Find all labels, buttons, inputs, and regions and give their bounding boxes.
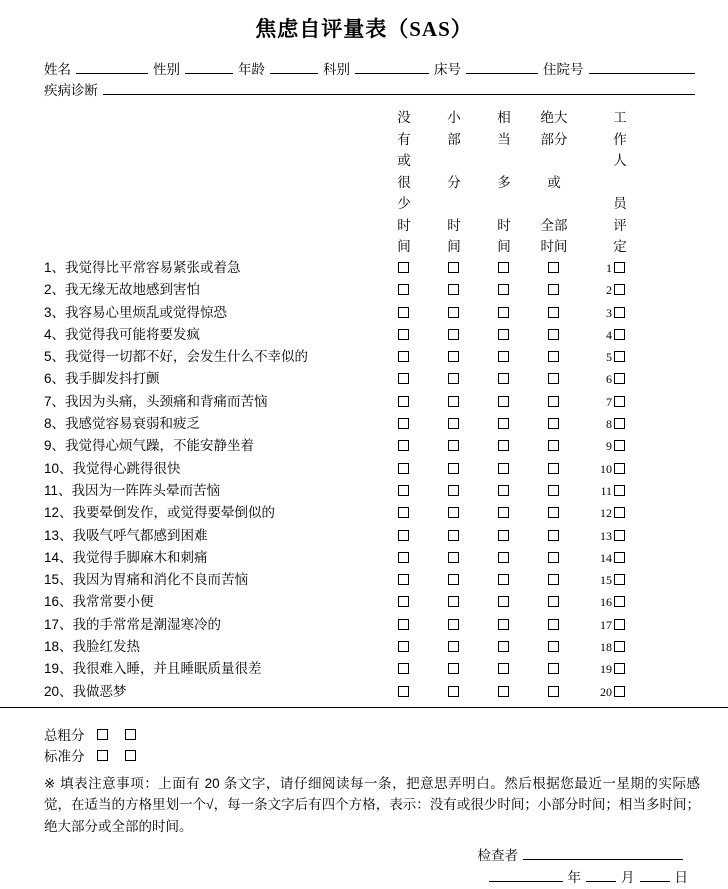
question-row [0,279,728,301]
column-header-char: 或 [547,174,561,190]
answer-checkbox-quite_a_lot[interactable] [498,574,509,585]
question-text: 6、我手脚发抖打颤 [44,371,160,387]
answer-checkbox-quite_a_lot[interactable] [498,663,509,674]
question-number: 8 [606,417,612,432]
identity-row-diagnosis [44,80,700,101]
dept-label: 科别 [323,62,350,77]
question-text: 13、我吸气呼气都感到困难 [44,527,208,543]
answer-checkbox-none_or_little[interactable] [398,418,409,429]
question-text: 12、我要晕倒发作，或觉得要晕倒似的 [44,505,276,521]
answer-checkbox-small_part[interactable] [448,262,459,273]
column-header-char: 分 [447,174,461,190]
answer-checkbox-quite_a_lot[interactable] [498,440,509,451]
question-row [0,324,728,346]
answer-checkbox-quite_a_lot[interactable] [498,351,509,362]
answer-checkbox-staff-rating[interactable] [614,463,625,474]
answer-checkbox-quite_a_lot[interactable] [498,373,509,384]
column-header-char: 多 [497,174,511,190]
month-field[interactable] [586,869,616,882]
question-text: 9、我觉得心烦气躁，不能安静坐着 [44,438,255,454]
identity-block [0,45,728,101]
column-header-char: 当 [497,131,511,147]
diagnosis-label: 疾病诊断 [44,83,98,98]
answer-checkbox-staff-rating[interactable] [614,619,625,630]
day-label: 日 [674,870,688,886]
answer-checkbox-small_part[interactable] [448,596,459,607]
answer-checkbox-quite_a_lot[interactable] [498,596,509,607]
answer-checkbox-quite_a_lot[interactable] [498,463,509,474]
question-number: 4 [606,327,612,342]
answer-checkbox-quite_a_lot[interactable] [498,262,509,273]
question-number: 9 [606,439,612,454]
dept-field[interactable] [355,61,429,74]
name-field[interactable] [76,61,148,74]
answer-checkbox-staff-rating[interactable] [614,485,625,496]
column-header-char: 有 [397,131,411,147]
answer-checkbox-small_part[interactable] [448,552,459,563]
answer-checkbox-small_part[interactable] [448,373,459,384]
answer-checkbox-most_or_all[interactable] [548,440,559,451]
question-row [0,391,728,413]
question-text: 5、我觉得一切都不好，会发生什么不幸似的 [44,349,309,365]
column-header-char: 时 [497,217,511,233]
answer-checkbox-most_or_all[interactable] [548,284,559,295]
column-header-char: 时间 [540,239,568,254]
column-header-char: 人 [613,153,627,168]
question-number: 2 [606,283,612,298]
question-row [0,458,728,480]
question-text: 14、我觉得手脚麻木和刺痛 [44,549,208,565]
answer-checkbox-none_or_little[interactable] [398,284,409,295]
answer-checkbox-staff-rating[interactable] [614,663,625,674]
column-header-row [0,107,728,257]
answer-checkbox-staff-rating[interactable] [614,440,625,451]
answer-checkbox-small_part[interactable] [448,686,459,697]
answer-checkbox-none_or_little[interactable] [398,396,409,407]
answer-checkbox-quite_a_lot[interactable] [498,396,509,407]
answer-checkbox-small_part[interactable] [448,463,459,474]
answer-checkbox-quite_a_lot[interactable] [498,284,509,295]
question-text: 19、我很难入睡，并且睡眠质量很差 [44,661,262,677]
answer-checkbox-quite_a_lot[interactable] [498,507,509,518]
column-header-char: 间 [447,239,461,254]
score-row [44,724,728,745]
question-number: 6 [606,372,612,387]
column-header-char: 评 [613,217,627,233]
month-label: 月 [621,870,635,886]
question-number: 3 [606,305,612,320]
column-header-char: 间 [397,239,411,254]
question-number: 13 [600,528,612,543]
answer-checkbox-most_or_all[interactable] [548,373,559,384]
day-field[interactable] [640,869,670,882]
column-header-char [534,193,574,215]
question-row [0,681,728,703]
answer-checkbox-small_part[interactable] [448,329,459,340]
question-number: 12 [600,506,612,521]
answer-checkbox-most_or_all[interactable] [548,262,559,273]
question-text: 10、我觉得心跳得很快 [44,460,181,476]
answer-checkbox-small_part[interactable] [448,574,459,585]
question-number: 19 [600,662,612,677]
column-header-char [484,150,524,172]
answer-checkbox-most_or_all[interactable] [548,552,559,563]
column-header-staff_rating [600,107,640,258]
question-number: 16 [600,595,612,610]
answer-checkbox-staff-rating[interactable] [614,574,625,585]
question-row [0,502,728,524]
answer-checkbox-none_or_little[interactable] [398,552,409,563]
age-field[interactable] [270,61,318,74]
column-header-char [434,150,474,172]
answer-checkbox-most_or_all[interactable] [548,686,559,697]
question-row [0,302,728,324]
answer-checkbox-most_or_all[interactable] [548,641,559,652]
column-header-char: 很 [397,174,411,190]
column-header-char: 时 [447,217,461,233]
question-text: 16、我常常要小便 [44,594,154,610]
question-text: 7、我因为头痛，头颈痛和背痛而苦恼 [44,393,268,409]
column-header-char: 定 [613,239,627,254]
question-text: 20、我做恶梦 [44,683,127,699]
question-number: 1 [606,261,612,275]
answer-checkbox-most_or_all[interactable] [548,485,559,496]
question-row [0,525,728,547]
answer-checkbox-most_or_all[interactable] [548,663,559,674]
column-header-char: 间 [497,239,511,254]
answer-checkbox-staff-rating[interactable] [614,686,625,697]
question-row [0,614,728,636]
question-number: 11 [600,483,612,498]
answer-checkbox-small_part[interactable] [448,351,459,362]
question-text: 1、我觉得比平常容易紧张或着急 [44,260,241,275]
question-text: 11、我因为一阵阵头晕而苦恼 [44,482,221,498]
column-header-char: 小 [447,110,461,125]
answer-checkbox-quite_a_lot[interactable] [498,619,509,630]
answer-checkbox-none_or_little[interactable] [398,329,409,340]
question-number: 7 [606,394,612,409]
question-number: 14 [600,550,612,565]
answer-checkbox-small_part[interactable] [448,396,459,407]
question-text: 18、我脸红发热 [44,639,141,655]
question-text: 4、我觉得我可能将要发疯 [44,326,201,342]
answer-checkbox-none_or_little[interactable] [398,262,409,273]
score-section [0,708,728,766]
column-header-char: 全部 [540,217,568,233]
score-digit-box[interactable] [97,729,108,740]
question-text: 3、我容易心里烦乱或觉得惊恐 [44,304,228,320]
column-header-char: 或 [397,153,411,168]
column-header-char: 工 [613,110,627,125]
question-row [0,435,728,457]
question-row [0,658,728,680]
answer-checkbox-quite_a_lot[interactable] [498,686,509,697]
answer-checkbox-most_or_all[interactable] [548,329,559,340]
column-header-char [600,172,640,194]
answer-checkbox-staff-rating[interactable] [614,373,625,384]
question-row [0,257,728,279]
question-text: 17、我的手常常是潮湿寒冷的 [44,616,222,632]
answer-checkbox-staff-rating[interactable] [614,596,625,607]
column-header-char: 少 [397,196,411,211]
question-row [0,547,728,569]
question-number: 17 [600,617,612,632]
answer-checkbox-none_or_little[interactable] [398,663,409,674]
answer-checkbox-none_or_little[interactable] [398,530,409,541]
answer-checkbox-most_or_all[interactable] [548,530,559,541]
answer-checkbox-staff-rating[interactable] [614,329,625,340]
answer-checkbox-staff-rating[interactable] [614,307,625,318]
answer-checkbox-most_or_all[interactable] [548,396,559,407]
answer-checkbox-small_part[interactable] [448,663,459,674]
column-header-char: 绝大 [540,110,568,125]
column-header-char [434,193,474,215]
answer-checkbox-staff-rating[interactable] [614,396,625,407]
column-header-char: 部 [447,131,461,147]
column-header-char: 部分 [540,131,568,147]
age-label: 年龄 [238,62,265,77]
identity-row-primary [44,59,700,80]
answer-checkbox-most_or_all[interactable] [548,307,559,318]
question-row [0,368,728,390]
answer-checkbox-none_or_little[interactable] [398,596,409,607]
answer-checkbox-staff-rating[interactable] [614,418,625,429]
answer-checkbox-none_or_little[interactable] [398,485,409,496]
answer-checkbox-none_or_little[interactable] [398,351,409,362]
question-text: 2、我无缘无故地感到害怕 [44,282,201,298]
admission-label: 住院号 [543,62,584,77]
answer-checkbox-none_or_little[interactable] [398,686,409,697]
score-digit-box[interactable] [125,750,136,761]
question-row [0,591,728,613]
question-number: 10 [600,461,612,476]
answer-checkbox-quite_a_lot[interactable] [498,552,509,563]
answer-checkbox-none_or_little[interactable] [398,507,409,518]
score-row [44,745,728,766]
column-header-char [484,193,524,215]
question-number: 18 [600,640,612,655]
instructions-note: ※ 填表注意事项：上面有 20 条文字，请仔细阅读每一条，把意思弄明白。然后根据您最近一星期的实际感觉，在适当的方格里划一个√，每一条文字后有四个方格，表示：没有或很少时间；小部分时间；相当多时间；绝大部分或全部的时间。 [44,775,700,834]
answer-checkbox-staff-rating[interactable] [614,262,625,273]
answer-checkbox-most_or_all[interactable] [548,596,559,607]
question-text: 15、我因为胃痛和消化不良而苦恼 [44,572,249,588]
answer-checkbox-most_or_all[interactable] [548,463,559,474]
column-header-char: 没 [397,110,411,125]
question-number: 15 [600,573,612,588]
answer-checkbox-quite_a_lot[interactable] [498,307,509,318]
answer-checkbox-staff-rating[interactable] [614,530,625,541]
answer-checkbox-none_or_little[interactable] [398,440,409,451]
column-header-char: 时 [397,217,411,233]
question-text: 8、我感觉容易衰弱和疲乏 [44,416,201,432]
sex-field[interactable] [185,61,233,74]
answer-checkbox-small_part[interactable] [448,307,459,318]
bed-label: 床号 [434,62,461,77]
column-header-none_or_little [384,107,424,258]
examiner-field[interactable] [523,847,683,860]
answer-checkbox-quite_a_lot[interactable] [498,641,509,652]
answer-checkbox-none_or_little[interactable] [398,307,409,318]
question-number: 5 [606,350,612,365]
year-field[interactable] [489,869,563,882]
answer-checkbox-staff-rating[interactable] [614,552,625,563]
score-digit-box[interactable] [97,750,108,761]
answer-checkbox-none_or_little[interactable] [398,373,409,384]
column-header-most_or_all [534,107,574,258]
answer-checkbox-small_part[interactable] [448,619,459,630]
column-header-quite_a_lot [484,107,524,258]
score-label: 标准分 [44,749,85,765]
answer-checkbox-none_or_little[interactable] [398,641,409,652]
bed-field[interactable] [466,61,538,74]
answer-checkbox-staff-rating[interactable] [614,641,625,652]
answer-checkbox-quite_a_lot[interactable] [498,485,509,496]
answer-checkbox-none_or_little[interactable] [398,574,409,585]
score-label: 总粗分 [44,728,85,744]
questions-grid [0,257,728,708]
answer-checkbox-most_or_all[interactable] [548,418,559,429]
date-row [0,867,688,889]
question-row [0,480,728,502]
answer-checkbox-small_part[interactable] [448,530,459,541]
column-header-char [534,150,574,172]
answer-checkbox-none_or_little[interactable] [398,619,409,630]
name-label: 姓名 [44,62,71,77]
answer-checkbox-most_or_all[interactable] [548,507,559,518]
answer-checkbox-quite_a_lot[interactable] [498,418,509,429]
sex-label: 性别 [153,62,180,77]
answer-checkbox-small_part[interactable] [448,418,459,429]
answer-checkbox-small_part[interactable] [448,284,459,295]
answer-checkbox-small_part[interactable] [448,507,459,518]
answer-checkbox-staff-rating[interactable] [614,507,625,518]
score-digit-box[interactable] [125,729,136,740]
answer-checkbox-small_part[interactable] [448,641,459,652]
question-row [0,636,728,658]
answer-checkbox-most_or_all[interactable] [548,574,559,585]
page-title: 焦虑自评量表（SAS） [255,17,473,41]
examiner-label: 检查者 [477,848,518,864]
question-row [0,413,728,435]
answer-checkbox-most_or_all[interactable] [548,351,559,362]
answer-checkbox-staff-rating[interactable] [614,351,625,362]
column-header-small_part [434,107,474,258]
column-header-char: 作 [613,131,627,147]
column-header-char: 相 [497,110,511,125]
diagnosis-field[interactable] [103,82,695,95]
question-row [0,346,728,368]
question-number: 20 [600,684,612,699]
answer-checkbox-quite_a_lot[interactable] [498,530,509,541]
examiner-row [0,845,688,867]
answer-checkbox-quite_a_lot[interactable] [498,329,509,340]
answer-checkbox-small_part[interactable] [448,485,459,496]
column-header-char: 员 [613,196,627,211]
answer-checkbox-small_part[interactable] [448,440,459,451]
question-row [0,569,728,591]
admission-field[interactable] [589,61,696,74]
answer-checkbox-staff-rating[interactable] [614,284,625,295]
answer-checkbox-none_or_little[interactable] [398,463,409,474]
year-label: 年 [567,870,581,886]
answer-checkbox-most_or_all[interactable] [548,619,559,630]
